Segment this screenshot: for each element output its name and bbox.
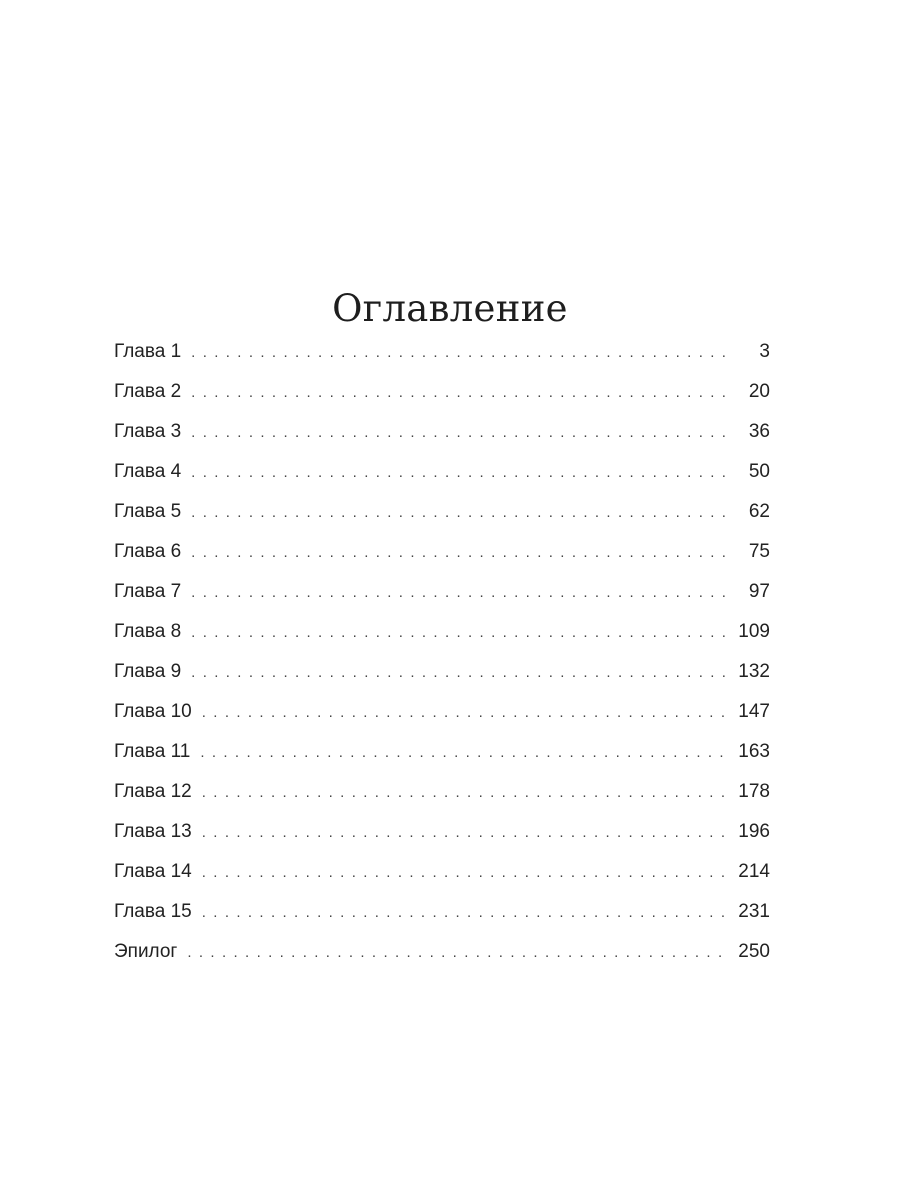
toc-entry-page-number: 97 (748, 581, 770, 602)
toc-entry-page-number: 178 (738, 781, 770, 802)
toc-entry-page-number: 62 (748, 501, 770, 522)
toc-entry-chapter-1[interactable] (114, 332, 770, 372)
toc-entry-page-number: 109 (738, 621, 770, 642)
dot-leader (202, 893, 726, 933)
toc-entry-label: Глава 9 (114, 661, 182, 682)
dot-leader (191, 653, 726, 693)
toc-entry-chapter-11[interactable] (114, 732, 770, 772)
toc-entry-page-number: 132 (738, 661, 770, 682)
toc-entry-chapter-4[interactable] (114, 452, 770, 492)
dot-leader (200, 733, 726, 773)
toc-entry-epilogue[interactable] (114, 932, 770, 972)
dot-leader (191, 573, 726, 613)
toc-entry-chapter-9[interactable] (114, 652, 770, 692)
toc-entry-label: Глава 4 (114, 461, 182, 482)
dot-leader (191, 413, 726, 453)
toc-entry-label: Глава 2 (114, 381, 182, 402)
toc-entry-page-number: 163 (738, 741, 770, 762)
page-title: Оглавление (332, 286, 568, 330)
toc-entry-label: Глава 15 (114, 901, 192, 922)
dot-leader (202, 773, 726, 813)
toc-entry-page-number: 50 (748, 461, 770, 482)
toc-entry-page-number: 75 (748, 541, 770, 562)
toc-entry-page-number: 147 (738, 701, 770, 722)
toc-entry-chapter-8[interactable] (114, 612, 770, 652)
toc-entry-label: Глава 10 (114, 701, 192, 722)
toc-entry-chapter-13[interactable] (114, 812, 770, 852)
toc-entry-label: Эпилог (114, 941, 178, 962)
toc-entry-chapter-15[interactable] (114, 892, 770, 932)
table-of-contents (114, 332, 770, 972)
toc-entry-label: Глава 7 (114, 581, 182, 602)
toc-entry-chapter-7[interactable] (114, 572, 770, 612)
toc-entry-page-number: 3 (759, 341, 770, 362)
dot-leader (202, 813, 726, 853)
toc-entry-label: Глава 5 (114, 501, 182, 522)
dot-leader (191, 453, 726, 493)
toc-entry-label: Глава 3 (114, 421, 182, 442)
dot-leader (191, 373, 726, 413)
toc-entry-page-number: 196 (738, 821, 770, 842)
toc-entry-chapter-5[interactable] (114, 492, 770, 532)
toc-entry-label: Глава 13 (114, 821, 192, 842)
dot-leader (202, 853, 726, 893)
dot-leader (191, 493, 726, 533)
toc-entry-page-number: 20 (748, 381, 770, 402)
dot-leader (202, 693, 726, 733)
toc-entry-chapter-3[interactable] (114, 412, 770, 452)
toc-entry-label: Глава 8 (114, 621, 182, 642)
toc-entry-label: Глава 11 (114, 741, 191, 762)
toc-entry-label: Глава 12 (114, 781, 192, 802)
toc-entry-label: Глава 6 (114, 541, 182, 562)
toc-entry-chapter-6[interactable] (114, 532, 770, 572)
toc-entry-page-number: 36 (748, 421, 770, 442)
toc-entry-label: Глава 14 (114, 861, 192, 882)
toc-entry-chapter-2[interactable] (114, 372, 770, 412)
dot-leader (187, 933, 726, 973)
toc-entry-chapter-14[interactable] (114, 852, 770, 892)
toc-entry-page-number: 250 (738, 941, 770, 962)
toc-entry-chapter-10[interactable] (114, 692, 770, 732)
toc-entry-label: Глава 1 (114, 341, 182, 362)
dot-leader (191, 533, 726, 573)
toc-entry-page-number: 231 (738, 901, 770, 922)
dot-leader (191, 613, 726, 653)
dot-leader (191, 333, 726, 373)
toc-entry-chapter-12[interactable] (114, 772, 770, 812)
toc-entry-page-number: 214 (738, 861, 770, 882)
